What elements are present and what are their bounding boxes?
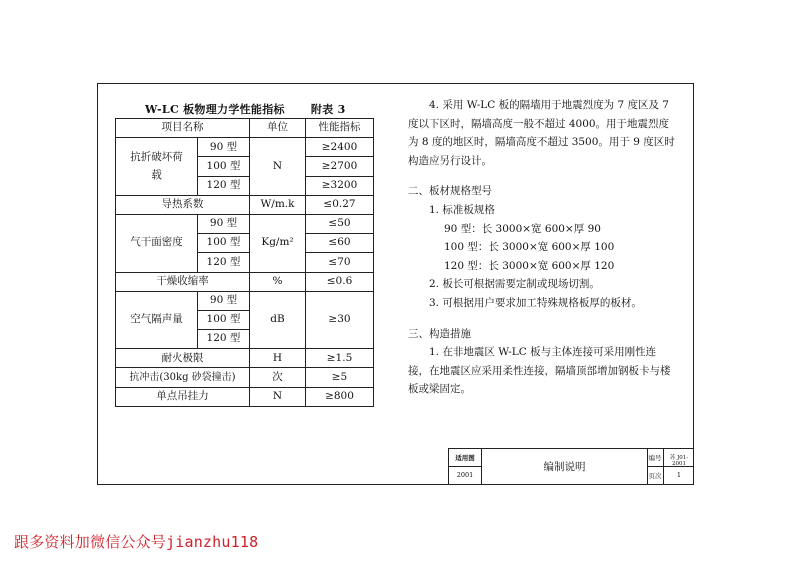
properties-table xyxy=(115,118,374,407)
row-name-thermal: 导热系数 xyxy=(116,195,250,214)
sound-type-90: 90 型 xyxy=(198,291,250,310)
sound-type-120: 120 型 xyxy=(198,330,250,349)
table-row xyxy=(116,138,374,157)
section-heading-construction: 三、构造措施 xyxy=(408,327,471,340)
flex-value-100: ≥2700 xyxy=(306,157,374,176)
hang-unit: N xyxy=(250,387,306,406)
page-number: 1 xyxy=(676,471,682,479)
note-paragraph-4: 4. 采用 W-LC 板的隔墙用于地震烈度为 7 度区及 7 度以下区时，隔墙高度一般不超过 4000。用于地震烈度为 8 度的地区时，隔墙高度不超过 3500。用于 9 度区时构造应另行设计。 xyxy=(408,99,675,167)
thermal-value: ≤0.27 xyxy=(306,195,374,214)
density-unit: Kg/m² xyxy=(250,214,306,272)
flex-value-90: ≥2400 xyxy=(306,138,374,157)
row-name-flex: 抗折破坏荷载 xyxy=(116,138,198,196)
spec-note-2: 2. 板长可根据需要定制或现场切割。 xyxy=(429,278,600,291)
page-label: 页次 xyxy=(648,472,662,480)
density-type-90: 90 型 xyxy=(198,214,250,233)
density-type-100: 100 型 xyxy=(198,234,250,253)
code-label: 编号 xyxy=(648,454,662,462)
spec-subheading: 1. 标准板规格 xyxy=(429,203,495,216)
flex-type-90: 90 型 xyxy=(198,138,250,157)
table-row xyxy=(116,214,374,233)
header-performance: 性能指标 xyxy=(306,119,374,138)
table-row xyxy=(116,195,374,214)
sound-unit: dB xyxy=(250,291,306,349)
table-header-row xyxy=(116,119,374,138)
year-label: 2001 xyxy=(456,471,474,479)
density-value-100: ≤60 xyxy=(306,234,374,253)
table-title xyxy=(145,101,346,117)
density-type-120: 120 型 xyxy=(198,253,250,272)
spec-note-3: 3. 可根据用户要求加工特殊规格板厚的板材。 xyxy=(429,296,642,309)
flex-type-100: 100 型 xyxy=(198,157,250,176)
table-annex-label: 附表 3 xyxy=(310,103,346,116)
fire-unit: H xyxy=(250,349,306,368)
sound-value: ≥30 xyxy=(306,291,374,349)
flex-type-120: 120 型 xyxy=(198,176,250,195)
impact-unit: 次 xyxy=(250,368,306,387)
shrink-value: ≤0.6 xyxy=(306,272,374,291)
row-name-shrink: 干燥收缩率 xyxy=(116,272,250,291)
table-row xyxy=(116,291,374,310)
header-item-name: 项目名称 xyxy=(116,119,250,138)
spec-120: 120 型：长 3000×宽 600×厚 120 xyxy=(444,259,615,272)
flex-value-120: ≥3200 xyxy=(306,176,374,195)
notes-column xyxy=(408,96,676,399)
thermal-unit: W/m.k xyxy=(250,195,306,214)
spec-90: 90 型：长 3000×宽 600×厚 90 xyxy=(444,222,601,235)
row-name-sound: 空气隔声量 xyxy=(116,291,198,349)
table-row xyxy=(116,349,374,368)
section-heading-specs: 二、板材规格型号 xyxy=(408,185,492,198)
row-name-impact: 抗冲击(30kg 砂袋撞击) xyxy=(116,368,250,387)
row-name-hang: 单点吊挂力 xyxy=(116,387,250,406)
table-title-text: W-LC 板物理力学性能指标 xyxy=(145,103,285,116)
flex-unit: N xyxy=(250,138,306,196)
row-name-fire: 耐火极限 xyxy=(116,349,250,368)
density-value-120: ≤70 xyxy=(306,253,374,272)
shrink-unit: % xyxy=(250,272,306,291)
table-row xyxy=(116,387,374,406)
construction-note-1: 1. 在非地震区 W-LC 板与主体连接可采用刚性连接，在地震区应采用柔性连接，隔墙顶部增加钢板卡与楼板或梁固定。 xyxy=(408,346,671,396)
scope-label: 适用图 xyxy=(455,454,475,462)
sound-type-100: 100 型 xyxy=(198,310,250,329)
table-row xyxy=(116,368,374,387)
watermark-text: 跟多资料加微信公众号jianzhu118 xyxy=(14,533,259,551)
row-name-density: 气干面密度 xyxy=(116,214,198,272)
spec-100: 100 型：长 3000×宽 600×厚 100 xyxy=(444,241,615,254)
hang-value: ≥800 xyxy=(306,387,374,406)
impact-value: ≥5 xyxy=(306,368,374,387)
title-block xyxy=(448,448,694,485)
sheet-title: 编制说明 xyxy=(543,461,586,473)
table-row xyxy=(116,272,374,291)
density-value-90: ≤50 xyxy=(306,214,374,233)
header-unit: 单位 xyxy=(250,119,306,138)
code-value: 苏 J01-2001 xyxy=(669,455,689,467)
fire-value: ≥1.5 xyxy=(306,349,374,368)
